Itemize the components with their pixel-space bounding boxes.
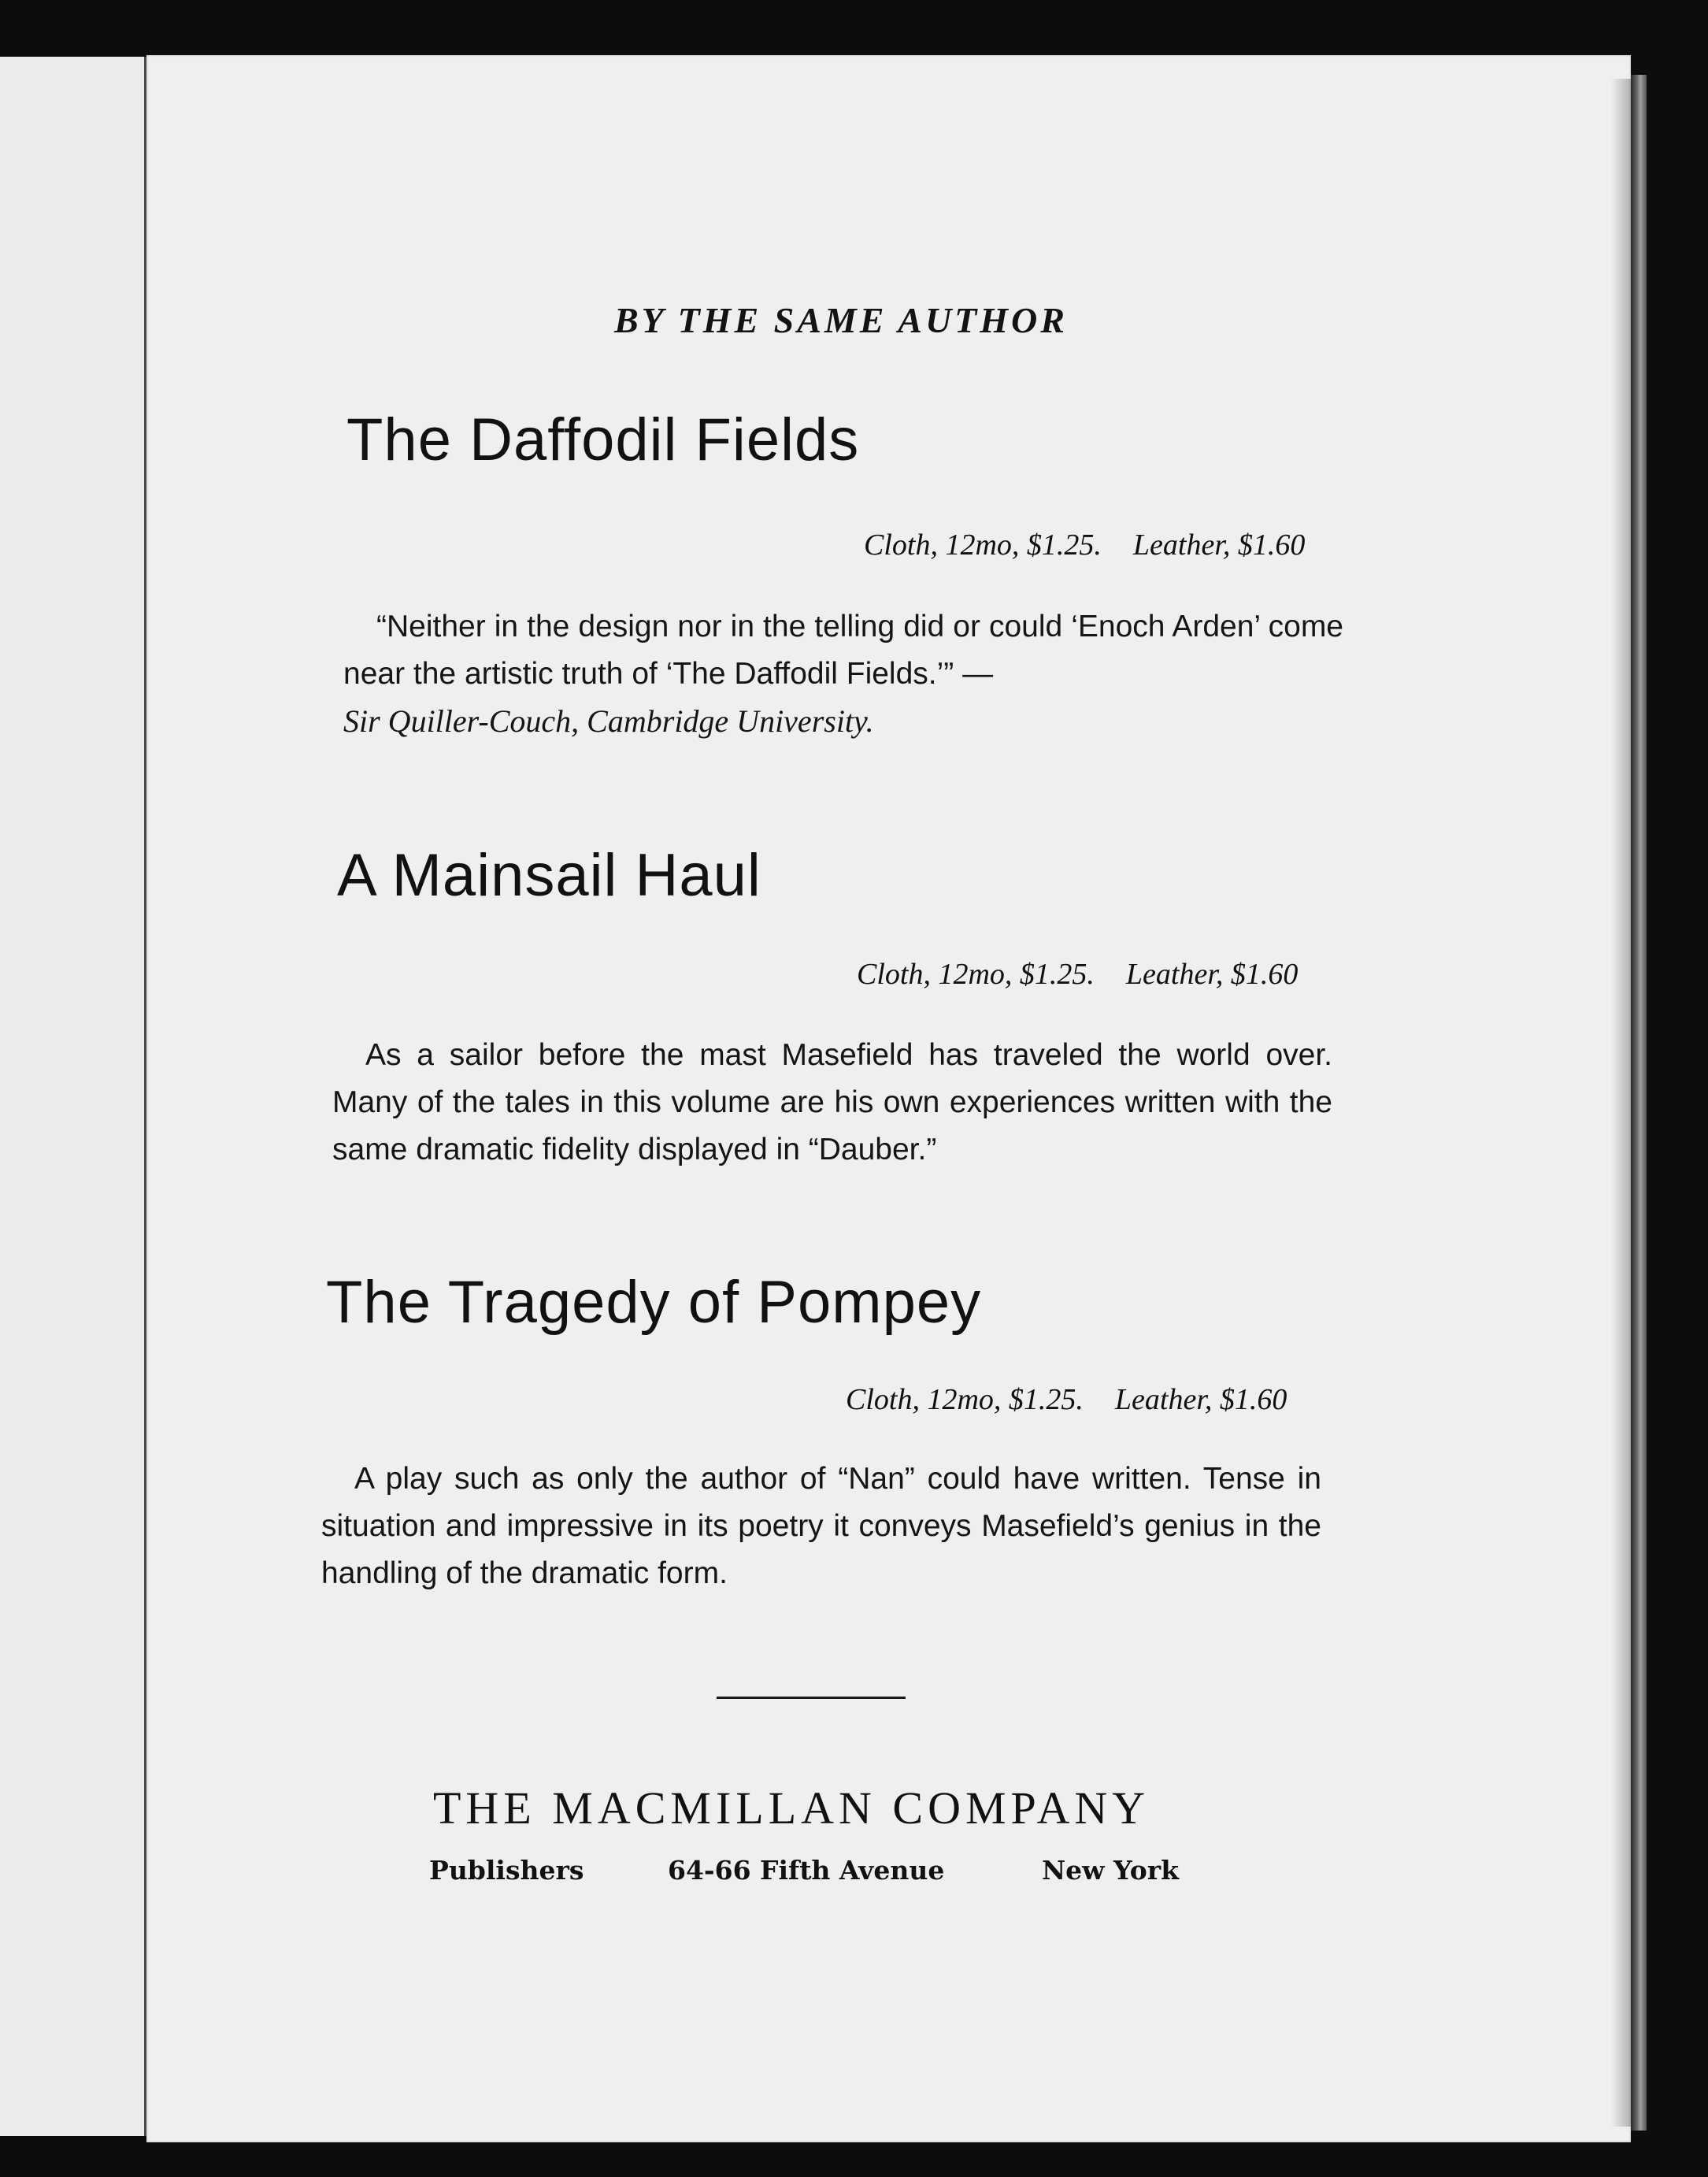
leather-price: Leather, $1.60	[1114, 1383, 1287, 1416]
cloth-price: Cloth, 12mo, $1.25.	[857, 958, 1095, 991]
facing-page-edge	[0, 57, 146, 2136]
book-description	[343, 603, 1343, 745]
review-quote: “Neither in the design nor in the telling did or could ‘Enoch Arden’ come near the artistic truth of ‘The Daffodil Fields.’” —	[343, 610, 1343, 691]
price-line	[857, 957, 1298, 992]
leather-price: Leather, $1.60	[1132, 528, 1306, 562]
leather-price: Leather, $1.60	[1125, 958, 1299, 991]
publisher-name: THE MACMILLAN COMPANY	[433, 1782, 1150, 1834]
price-line	[864, 528, 1305, 562]
divider-rule	[717, 1697, 906, 1699]
review-attribution: Sir Quiller-Couch, Cambridge University.	[343, 703, 874, 739]
book-title-mainsail-haul: A Mainsail Haul	[337, 842, 761, 909]
book-block-edge	[1631, 75, 1647, 2131]
book-title-daffodil-fields: The Daffodil Fields	[346, 406, 860, 473]
section-heading: BY THE SAME AUTHOR	[614, 300, 1068, 340]
book-blurb: As a sailor before the mast Masefield has traveled the world over. Many of the tales in this volume are his own experiences written with the same dramatic fidelity displayed in “Dauber.”	[332, 1038, 1332, 1166]
book-title-tragedy-of-pompey: The Tragedy of Pompey	[326, 1269, 982, 1336]
publisher-role: Publishers	[429, 1855, 584, 1886]
publisher-address: 64-66 Fifth Avenue	[668, 1855, 945, 1886]
cloth-price: Cloth, 12mo, $1.25.	[846, 1383, 1084, 1416]
book-blurb: A play such as only the author of “Nan” could have written. Tense in situation and impressive in its poetry it conveys Masefield’s genius in the handling of the dramatic form.	[321, 1462, 1321, 1590]
page-shadow	[1610, 79, 1631, 2127]
book-description	[332, 1032, 1332, 1174]
book-description	[321, 1456, 1321, 1597]
publisher-city: New York	[1042, 1855, 1180, 1886]
cloth-price: Cloth, 12mo, $1.25.	[864, 528, 1102, 562]
price-line	[846, 1382, 1287, 1417]
